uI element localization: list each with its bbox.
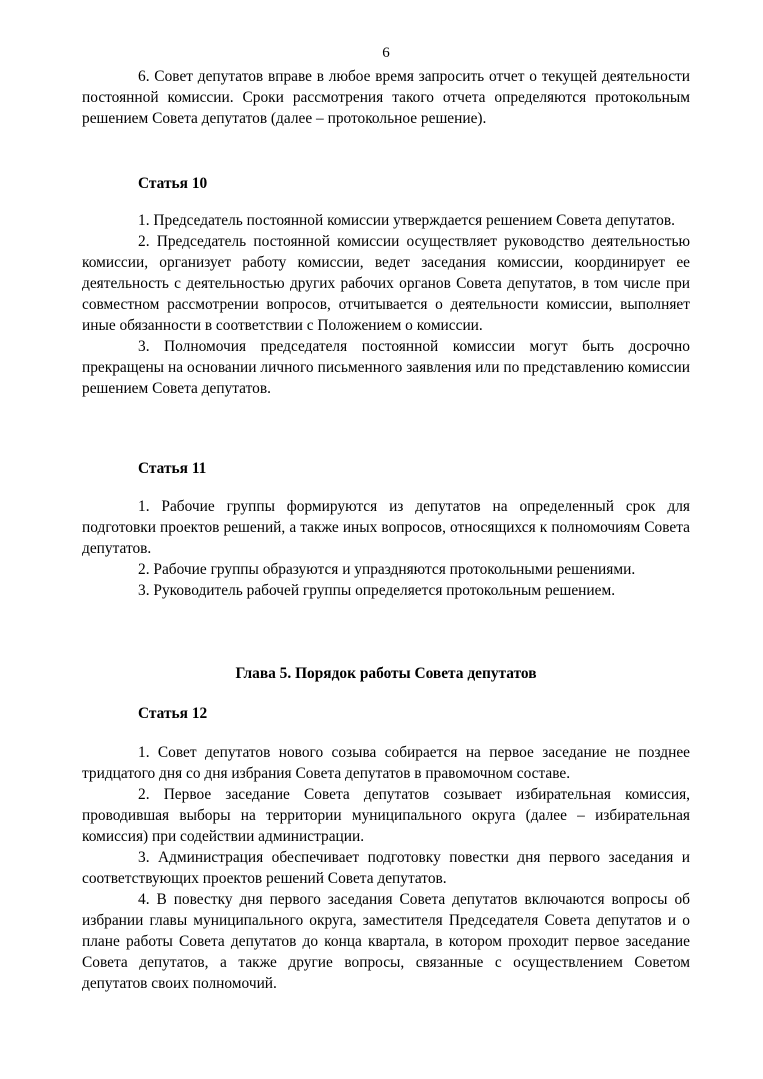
article-10-body — [82, 210, 690, 399]
paragraph: 3. Администрация обеспечивает подготовку повестки дня первого заседания и соответствующих проектов решений Совета депутатов. — [82, 849, 690, 887]
paragraph: 6. Совет депутатов вправе в любое время запросить отчет о текущей деятельности постоянной комиссии. Сроки рассмотрения такого отчета определяются протокольным решением Совета депутатов (далее – протокольное решение). — [82, 68, 690, 127]
paragraph: 1. Совет депутатов нового созыва собирается на первое заседание не позднее тридцатого дня со дня избрания Совета депутатов в правомочном составе. — [82, 744, 690, 782]
article-12-body — [82, 742, 690, 994]
paragraph: 3. Полномочия председателя постоянной комиссии могут быть досрочно прекращены на основании личного письменного заявления или по представлению комиссии решением Совета депутатов. — [82, 338, 690, 397]
paragraph: 3. Руководитель рабочей группы определяется протокольным решением. — [138, 582, 616, 599]
chapter-5-heading — [82, 663, 690, 684]
article-title: Статья 10 — [138, 175, 208, 192]
paragraph: 1. Рабочие группы формируются из депутатов на определенный срок для подготовки проектов решений, а также иных вопросов, относящихся к полномочиям Совета депутатов. — [82, 498, 690, 557]
article-11-heading — [82, 458, 690, 479]
paragraph: 2. Председатель постоянной комиссии осуществляет руководство деятельностью комиссии, организует работу комиссии, ведет заседания комиссии, координирует ее деятельность с деятельностью других рабочих органов Совета депутатов, в том числе при совместном рассмотрении вопросов, отчитывается о деятельности комиссии, выполняет иные обязанности в соответствии с Положением о комиссии. — [82, 233, 690, 334]
article-title: Статья 12 — [138, 705, 208, 722]
paragraph: 4. В повестку дня первого заседания Совета депутатов включаются вопросы об избрании главы муниципального округа, заместителя Председателя Совета депутатов и о плане работы Совета депутатов до конца квартала, в котором проходит первое заседание Совета депутатов, а также другие вопросы, связанные с осуществлением Советом депутатов своих полномочий. — [82, 891, 690, 992]
article-12-heading — [82, 703, 690, 724]
article-10-heading — [82, 173, 690, 194]
article-9-continuation — [82, 66, 690, 129]
article-title: Статья 11 — [138, 460, 207, 477]
paragraph: 2. Первое заседание Совета депутатов созывает избирательная комиссия, проводившая выборы на территории муниципального округа (далее – избирательная комиссия) при содействии администрации. — [82, 786, 690, 845]
paragraph: 1. Председатель постоянной комиссии утверждается решением Совета депутатов. — [138, 212, 675, 229]
article-11-body — [82, 496, 690, 601]
chapter-title: Глава 5. Порядок работы Совета депутатов — [235, 665, 537, 682]
paragraph: 2. Рабочие группы образуются и упраздняются протокольными решениями. — [138, 561, 636, 578]
page-number: 6 — [382, 45, 390, 61]
